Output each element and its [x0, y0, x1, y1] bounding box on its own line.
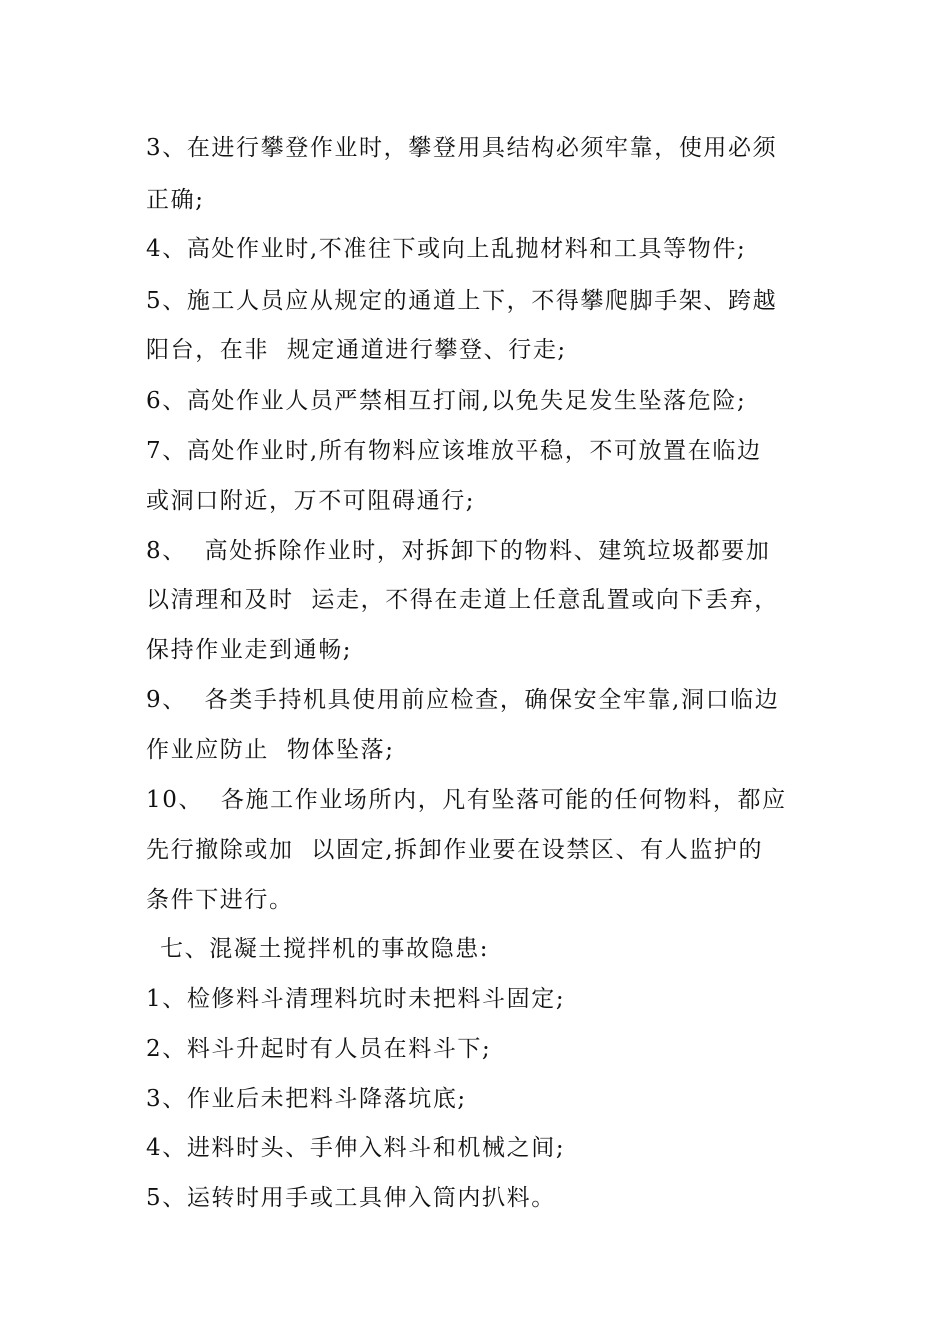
text-line: 以清理和及时 运走，不得在走道上任意乱置或向下丢弃， [146, 587, 779, 613]
text-line: 7、高处作业时,所有物料应该堆放平稳，不可放置在临边 [146, 438, 762, 464]
text-line: 3、在进行攀登作业时，攀登用具结构必须牢靠，使用必须 [146, 135, 778, 161]
text-line: 阳台，在非 规定通道进行攀登、行走; [146, 337, 567, 363]
text-line: 6、高处作业人员严禁相互打闹,以免失足发生坠落危险; [146, 388, 747, 414]
text-line: 作业应防止 物体坠落; [146, 737, 395, 763]
text-line: 3、作业后未把料斗降落坑底; [146, 1086, 467, 1112]
text-line: 或洞口附近，万不可阻碍通行; [146, 488, 476, 514]
text-line: 8、 高处拆除作业时，对拆卸下的物料、建筑垃圾都要加 [146, 538, 771, 564]
text-line: 条件下进行。 [146, 887, 294, 913]
text-line: 正确; [146, 187, 205, 213]
text-line: 9、 各类手持机具使用前应检查，确保安全牢靠,洞口临边 [146, 687, 780, 713]
text-line: 1、检修料斗清理料坑时未把料斗固定; [146, 986, 566, 1012]
text-line: 10、 各施工作业场所内，凡有坠落可能的任何物料，都应 [146, 787, 787, 813]
text-line: 4、高处作业时,不准往下或向上乱抛材料和工具等物件; [146, 236, 747, 262]
text-line: 5、施工人员应从规定的通道上下，不得攀爬脚手架、跨越 [146, 288, 778, 314]
text-line: 5、运转时用手或工具伸入筒内扒料。 [146, 1185, 556, 1211]
text-line: 2、料斗升起时有人员在料斗下; [146, 1036, 492, 1062]
text-line: 4、进料时头、手伸入料斗和机械之间; [146, 1135, 566, 1161]
text-line: 保持作业走到通畅; [146, 637, 353, 663]
section-heading: 七、混凝土搅拌机的事故隐患: [160, 936, 490, 962]
text-line: 先行撤除或加 以固定,拆卸作业要在设禁区、有人监护的 [146, 837, 764, 863]
